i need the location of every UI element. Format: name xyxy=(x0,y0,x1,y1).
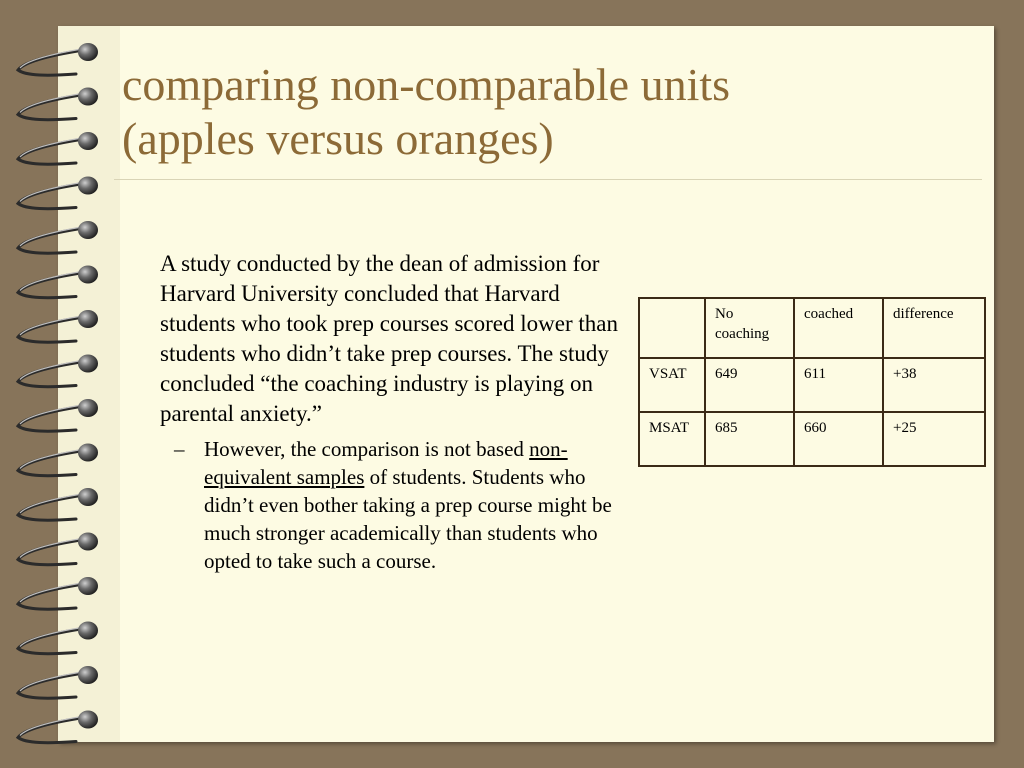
spiral-ring-icon xyxy=(18,444,98,476)
spiral-ring-icon xyxy=(18,577,98,609)
underlined-phrase: non-equivalent samples xyxy=(204,437,568,489)
spiral-ring-icon xyxy=(18,266,98,298)
main-paragraph: A study conducted by the dean of admission for Harvard University concluded that Harvard students who took prep courses scored lower than students who didn’t take prep courses. The study concluded “the coaching industry is playing on parental anxiety.” xyxy=(160,251,618,426)
table-cell: 649 xyxy=(705,358,794,412)
spiral-ring-icon xyxy=(18,533,98,565)
spiral-ring-icon xyxy=(18,399,98,431)
spiral-ring-icon xyxy=(18,310,98,342)
spiral-ring-icon xyxy=(18,177,98,209)
table-row xyxy=(639,358,985,412)
sub-bullet-text-end: of students. Students who didn’t even bother taking a prep course might be much stronger academically than students who opted to take such a course. xyxy=(204,465,612,573)
table-cell: +38 xyxy=(883,358,985,412)
table-cell: 660 xyxy=(794,412,883,466)
table-header-cell: No coaching xyxy=(705,298,794,358)
spiral-binding xyxy=(0,0,110,768)
sub-bullet-text-start: However, the comparison is not based xyxy=(204,437,530,461)
table-header-cell xyxy=(639,298,705,358)
table-cell: 685 xyxy=(705,412,794,466)
title-line-2: (apples versus oranges) xyxy=(122,113,554,164)
spiral-ring-icon xyxy=(18,132,98,164)
spiral-ring-icon xyxy=(18,622,98,654)
table-header-row xyxy=(639,298,985,358)
title-divider xyxy=(114,179,982,180)
body-text xyxy=(160,249,630,575)
table-header-cell: difference xyxy=(883,298,985,358)
table-cell-label: MSAT xyxy=(639,412,705,466)
score-comparison-table xyxy=(638,297,986,467)
spiral-ring-icon xyxy=(18,88,98,120)
spiral-ring-icon xyxy=(18,43,98,75)
table-cell: +25 xyxy=(883,412,985,466)
spiral-ring-icon xyxy=(18,711,98,743)
spiral-ring-icon xyxy=(18,666,98,698)
title-line-1: comparing non-comparable units xyxy=(122,59,731,110)
table-row xyxy=(639,412,985,466)
table-cell-label: VSAT xyxy=(639,358,705,412)
slide-title xyxy=(122,58,982,166)
sub-bullet xyxy=(174,435,634,575)
spiral-ring-icon xyxy=(18,355,98,387)
spiral-ring-icon xyxy=(18,488,98,520)
table-header-cell: coached xyxy=(794,298,883,358)
dash-bullet-icon: – xyxy=(174,437,185,461)
table-cell: 611 xyxy=(794,358,883,412)
spiral-ring-icon xyxy=(18,221,98,253)
